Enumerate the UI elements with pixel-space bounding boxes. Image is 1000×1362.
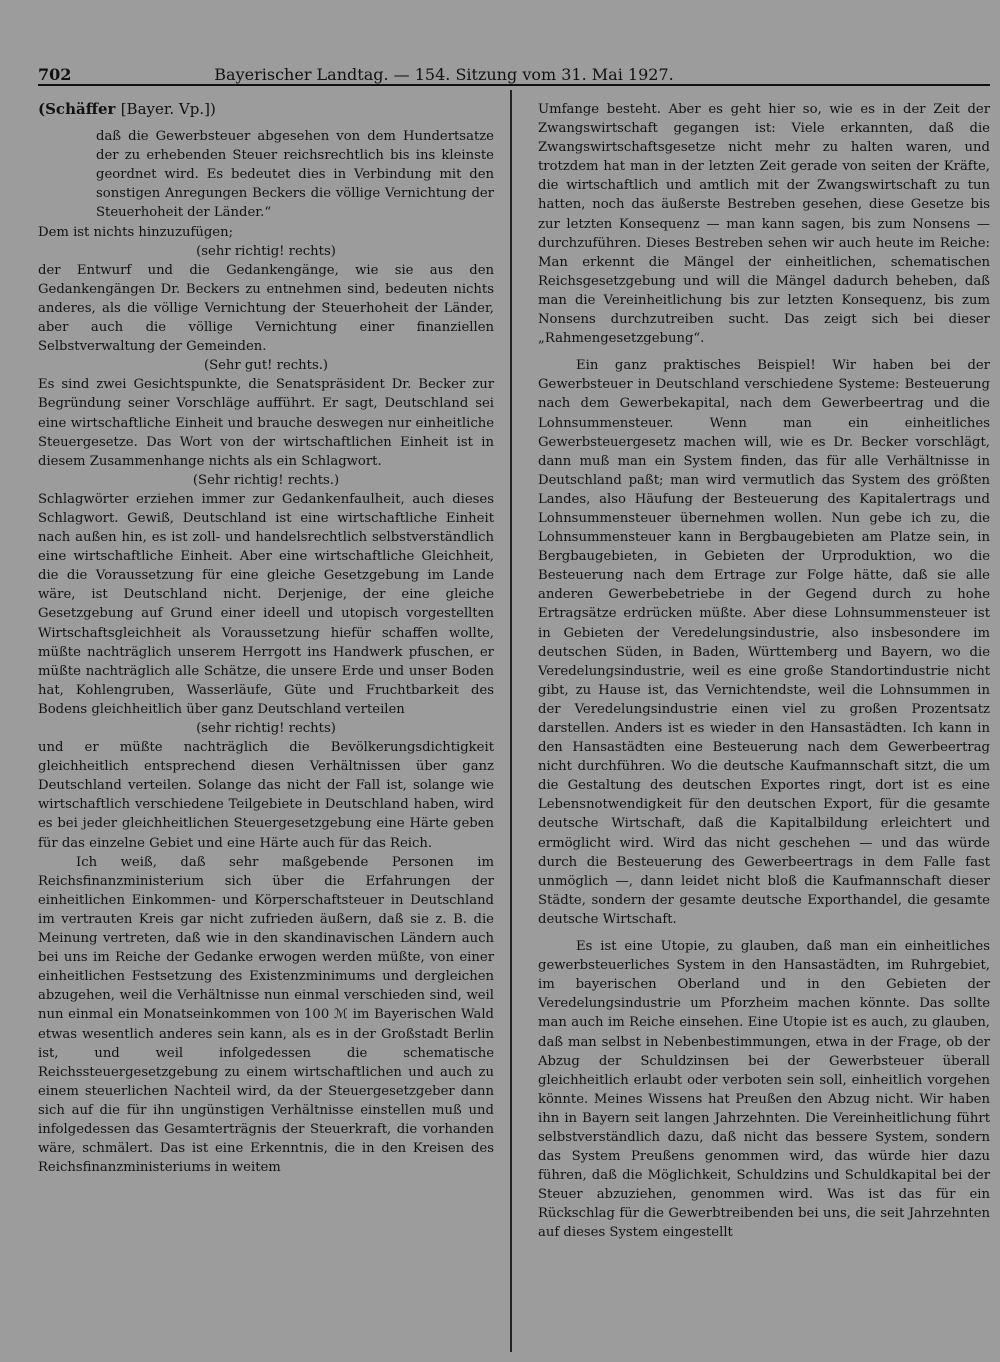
page-header — [38, 60, 990, 86]
left-column — [38, 100, 494, 1177]
right-column — [538, 100, 990, 1243]
interjection: (sehr richtig! rechts) — [196, 721, 336, 736]
running-title: Bayerischer Landtag. — 154. Sitzung vom 31. Mai 1927. — [214, 65, 674, 84]
interjection: (Sehr richtig! rechts.) — [192, 472, 340, 488]
paragraph: und er müßte nachträglich die Bevölkerungsdichtigkeit gleichheitlich entsprechend diesen Verhältnissen über ganz Deutschland verteilen. Solange das nicht der Fall ist, solange wie wirtschaftlich verschiedene Teilgebiete in Deutschland haben, wird es bei jeder gleichheitlichen Steuergesetzgebung eine Härte geben für das einzelne Gebiet und eine Härte auch für das Reich. — [38, 740, 494, 851]
paragraph: Dem ist nichts hinzuzufügen; — [38, 224, 234, 240]
paragraph: Schlagwörter erziehen immer zur Gedankenfaulheit, auch dieses Schlagwort. Gewiß, Deutschland ist eine wirtschaftliche Einheit nach außen hin, es ist zoll- und handelsrechtlich selbstverständlich eine wirtschaftliche Einheit. Aber eine wirtschaftliche Gleichheit, die die Voraussetzung für eine gleiche Gesetzgebung im Lande wäre, ist Deutschland nicht. Derjenige, der eine gleiche Gesetzgebung auf Grund einer ideell und utopisch vorgestellten Wirtschaftsgleichheit als Voraussetzung hiefür schaffen wollte, müßte nachträglich unserem Herrgott ins Handwerk pfuschen, er müßte nachträglich alle Schätze, die unsere Erde und unser Boden hat, Kohlengruben, Wasserläufe, Güte und Fruchtbarkeit des Bodens gleichheitlich über ganz Deutschland verteilen — [38, 491, 494, 717]
interjection: (Sehr gut! rechts.) — [203, 358, 329, 374]
speaker-party: [Bayer. Vp.]) — [120, 100, 216, 118]
speaker-name: (Schäffer — [38, 100, 116, 118]
paragraph: Es ist eine Utopie, zu glauben, daß man ein einheitliches gewerbsteuerliches System in den Hansastädten, im Ruhrgebiet, im bayerischen Oberland und in den Gebieten der Veredelungsindustrie um Pforzheim machen könnte. Das sollte man auch im Reiche einsehen. Eine Utopie ist es auch, zu glauben, daß man selbst in Nebenbestimmungen, etwa in der Frage, ob der Abzug der Schuldzinsen bei der Gewerbsteuer überall gleichheitlich erlaubt oder verboten sein soll, einheitlich vorgehen könnte. Meines Wissens hat Preußen den Abzug nicht. Wir haben ihn in Bayern seit langen Jahrzehnten. Die Vereinheitlichung führt selbstverständlich dazu, daß nicht das bessere System, sondern das System Preußens genommen wird, das würde hier dazu führen, daß die Möglichkeit, Schuldzins und Schuldkapital bei der Steuer abzuziehen, genommen wird. Was ist das für ein Rückschlag für die Gewerbtreibenden bei uns, die seit Jahrzehnten auf dieses System eingestellt — [538, 939, 990, 1241]
page-number: 702 — [38, 65, 72, 84]
interjection: (sehr richtig! rechts) — [196, 243, 336, 259]
paragraph: Ein ganz praktisches Beispiel! Wir haben bei der Gewerbsteuer in Deutschland verschiedene Systeme: Besteuerung nach dem Gewerbekapital, nach dem Gewerbeertrag und die Lohnsummensteuer. Wenn man ein einheitliches Gewerbsteuergesetz machen will, wie es Dr. Becker vorschlägt, dann muß man ein System finden, das für alle Verhältnisse in Deutschland paßt; man wird vermutlich das System des größten Landes, also Häufung der Besteuerung des Kapitalertrags und Lohnsummensteuer übernehmen wollen. Nun gebe ich zu, die Lohnsummensteuer kann in Bergbaugebieten am Platze sein, in Bergbaugebieten, in Gebieten der Urproduktion, wo die Besteuerung nach dem Ertrage zur Folge hätte, daß sie alle anderen Gewerbebetriebe in der Gegend durch zu hohe Ertragsätze erdrücken müßte. Aber diese Lohnsummensteuer ist in Gebieten der Veredelungsindustrie, also insbesondere im deutschen Süden, in Baden, Württemberg und Bayern, wo die Veredelungsindustrie, weil es eine große Standortindustrie nicht gibt, zu Hause ist, das Vernichtendste, weil die Lohnsummen in der Veredelungsindustrie einen viel zu großen Prozentsatz darstellen. Anders ist es wieder in den Hansastädten. Ich kann in den Hansastädten eine Besteuerung nach dem Gewerbeertrag nicht durchführen. Wo die deutsche Kaufmannschaft sitzt, die um die Gestaltung des deutschen Exportes ringt, dort ist es eine Lebensnotwendigkeit für den deutschen Export, für die gesamte deutsche Wirtschaft, daß die Kapitalbildung erleichtert und ermöglicht wird. Wird das nicht geschehen — und das würde durch die Besteuerung des Gewerbeertrags in dem Falle fast unmöglich —, dann leidet nicht bloß die Kaufmannschaft dieser Städte, sondern der gesamte deutsche Exporthandel, die gesamte deutsche Wirtschaft. — [538, 358, 990, 927]
paragraph: Es sind zwei Gesichtspunkte, die Senatspräsident Dr. Becker zur Begründung seiner Vorschläge aufführt. Er sagt, Deutschland sei eine wirtschaftliche Einheit und brauche deswegen nur einheitliche Steuergesetze. Das Wort von der wirtschaftlichen Einheit ist in diesem Zusammenhange nichts als ein Schlagwort. — [38, 377, 494, 469]
paragraph: Ich weiß, daß sehr maßgebende Personen im Reichsfinanzministerium sich über die Erfahrungen der einheitlichen Einkommen- und Körperschaftsteuer in Deutschland im vertrauten Kreis gar nicht zufrieden äußern, daß sie z. B. die Meinung vertreten, daß wie in den skandinavischen Ländern auch bei uns im Reiche der Gedanke erwogen werden müßte, von einer einheitlichen Festsetzung des Existenzminimums und dergleichen abzugehen, weil die Verhältnisse nun einmal verschieden sind, weil nun einmal ein Monatseinkommen von 100 ℳ im Bayerischen Wald etwas wesentlich anderes sein kann, als es in der Großstadt Berlin ist, und weil infolgedessen die schematische Reichssteuergesetzgebung zu einem wirtschaftlichen und auch zu einem steuerlichen Nachteil wird, da der Steuergesetzgeber dann sich auf die für ihn ungünstigen Verhältnisse einstellen muß und infolgedessen das Gesamterträgnis der Steuerkraft, die vorhanden wäre, schmälert. Das ist eine Erkenntnis, die in den Kreisen des Reichsfinanzministeriums in weitem — [38, 854, 494, 1176]
speaker-line — [38, 100, 494, 119]
quote-paragraph: daß die Gewerbsteuer abgesehen von dem Hundertsatze der zu erhebenden Steuer reichsrechtlich bis ins kleinste geordnet wird. Es bedeutet dies in Verbindung mit den sonstigen Anregungen Beckers die völlige Vernichtung der Steuerhoheit der Länder.“ — [96, 129, 494, 221]
paragraph: der Entwurf und die Gedankengänge, wie sie aus den Gedankengängen Dr. Beckers zu entnehmen sind, bedeuten nichts anderes, als die völlige Vernichtung der Steuerhoheit der Länder, aber auch die völlige Vernichtung einer finanziellen Selbstverwaltung der Gemeinden. — [38, 262, 494, 355]
paragraph: Umfange besteht. Aber es geht hier so, wie es in der Zeit der Zwangswirtschaft gegangen ist: Viele erkannten, daß die Zwangswirtschaftsgesetze nicht mehr zu halten waren, und trotzdem hat man in der letzten Zeit gerade von seiten der Kräfte, die wirtschaftlich und amtlich mit der Zwangswirtschaft zu tun hatten, noch das äußerste Bestreben gesehen, diese Gesetze bis zur letzten Konsequenz — man kann sagen, bis zum Nonsens — durchzuführen. Dieses Bestreben sehen wir auch heute im Reiche: Man erkennt die Mängel der einheitlichen, schematischen Reichsgesetzgebung und will die Mängel dadurch beheben, daß man die Vereinheitlichung bis zur letzten Konsequenz, bis zum Nonsens durchzutreiben sucht. Das zeigt sich bei dieser „Rahmengesetzgebung“. — [538, 102, 990, 347]
column-divider — [510, 90, 512, 1352]
